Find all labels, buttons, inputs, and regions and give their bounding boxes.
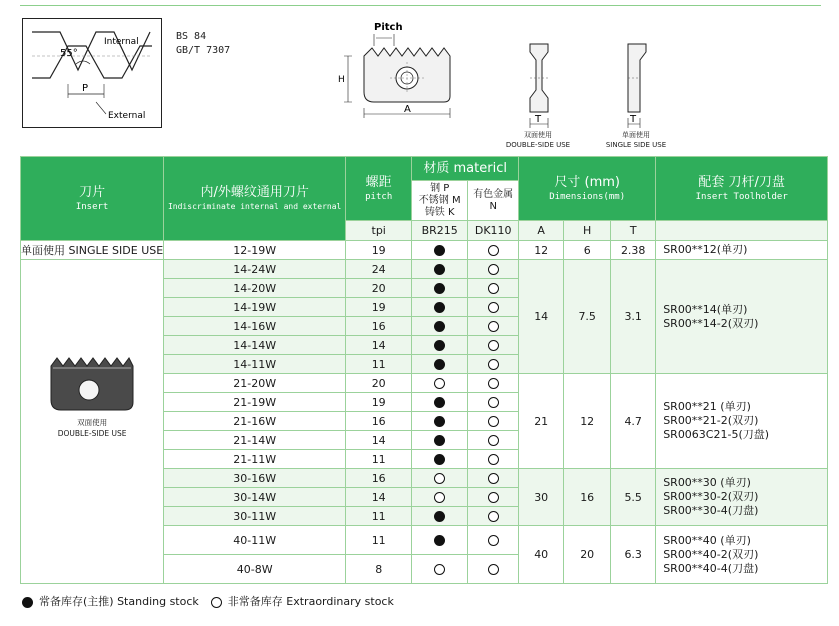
row-tpi: 14 [346, 488, 412, 507]
group-a: 40 [519, 526, 564, 584]
row-tpi: 16 [346, 469, 412, 488]
extraordinary-stock-icon [488, 321, 499, 332]
indisc-header [164, 157, 346, 241]
standing-stock-icon [434, 245, 445, 256]
group-tools [656, 374, 828, 469]
row-dk [468, 336, 519, 355]
standing-stock-icon [434, 359, 445, 370]
standards-list [176, 30, 230, 58]
tool-line: SR00**14(单刃) [663, 302, 748, 316]
thread-profile-diagram [22, 18, 162, 128]
steel-header [412, 181, 468, 221]
single-a: 12 [519, 241, 564, 260]
single-tpi: 19 [346, 241, 412, 260]
tool-subheader [656, 221, 828, 241]
pitch-header [346, 157, 412, 221]
single-side-cn: 单面使用 [622, 131, 650, 139]
insert-header-cn: 刀片 [79, 184, 106, 200]
row-br [412, 431, 468, 450]
group-h: 7.5 [564, 260, 611, 374]
extraordinary-stock-icon [488, 564, 499, 575]
row-br [412, 298, 468, 317]
row-dk [468, 260, 519, 279]
row-br [412, 526, 468, 555]
tool-line: SR00**40 (单刃) [663, 533, 751, 547]
double-side-caption [488, 130, 588, 150]
row-br [412, 488, 468, 507]
row-code: 21-14W [164, 431, 346, 450]
top-rule [20, 5, 821, 6]
row-tpi: 14 [346, 431, 412, 450]
row-dk [468, 412, 519, 431]
row-dk [468, 555, 519, 584]
legend-standing: 常备库存(主推) Standing stock [39, 595, 199, 608]
row-tpi: 14 [346, 336, 412, 355]
standing-stock-icon [434, 454, 445, 465]
extraordinary-stock-icon [488, 454, 499, 465]
row-dk [468, 488, 519, 507]
row-code: 30-16W [164, 469, 346, 488]
group-h: 12 [564, 374, 611, 469]
extraordinary-stock-icon [488, 283, 499, 294]
profile-angle: 55° [60, 48, 78, 59]
row-code: 40-8W [164, 555, 346, 584]
standing-stock-icon [434, 397, 445, 408]
spec-table [20, 156, 828, 584]
extraordinary-stock-icon [488, 492, 499, 503]
tool-line: SR00**30-2(双刃) [663, 490, 759, 503]
insert-header [21, 157, 164, 241]
dim-header-cn: 尺寸 (mm) [554, 174, 620, 190]
row-tpi: 19 [346, 298, 412, 317]
group-a: 21 [519, 374, 564, 469]
standard-gb: GB/T 7307 [176, 45, 231, 56]
double-side-cn: 双面使用 [524, 131, 552, 139]
tpi-header: tpi [346, 221, 412, 241]
extraordinary-stock-icon [488, 340, 499, 351]
pitch-header-en: pitch [365, 191, 393, 202]
extraordinary-stock-icon [434, 492, 445, 503]
extraordinary-stock-icon [434, 473, 445, 484]
row-code: 30-14W [164, 488, 346, 507]
row-br [412, 260, 468, 279]
row-dk [468, 507, 519, 526]
row-code: 14-19W [164, 298, 346, 317]
row-tpi: 24 [346, 260, 412, 279]
group-h: 20 [564, 526, 611, 584]
standard-bs: BS 84 [176, 31, 207, 42]
steel-k: 铸铁 K [424, 206, 455, 218]
standing-stock-icon [434, 435, 445, 446]
tool-header-en: Insert Toolholder [695, 191, 788, 202]
group-t: 4.7 [611, 374, 656, 469]
insert-photo-icon [47, 354, 137, 414]
tool-header [656, 157, 828, 221]
extraordinary-stock-icon [488, 397, 499, 408]
h-label: H [338, 75, 345, 85]
extraordinary-stock-icon [488, 435, 499, 446]
insert-drawing [334, 16, 484, 126]
row-tpi: 20 [346, 374, 412, 393]
row-br [412, 317, 468, 336]
single-dk [468, 241, 519, 260]
row-code: 21-20W [164, 374, 346, 393]
standing-stock-icon [434, 283, 445, 294]
row-br [412, 412, 468, 431]
row-dk [468, 526, 519, 555]
double-side-en-label: DOUBLE-SIDE USE [57, 429, 127, 438]
extraordinary-stock-icon [488, 378, 499, 389]
double-side-en: DOUBLE-SIDE USE [505, 141, 571, 149]
extraordinary-stock-icon [488, 245, 499, 256]
tool-line: SR0063C21-5(刀盘) [663, 428, 770, 441]
a-header: A [519, 221, 564, 241]
group-h: 16 [564, 469, 611, 526]
single-t-label: T [630, 114, 637, 125]
row-code: 14-14W [164, 336, 346, 355]
extraordinary-stock-icon [488, 264, 499, 275]
row-tpi: 11 [346, 450, 412, 469]
pitch-header-cn: 螺距 [365, 174, 392, 190]
row-br [412, 393, 468, 412]
single-code: 12-19W [164, 241, 346, 260]
row-tpi: 11 [346, 355, 412, 374]
single-side-caption [586, 130, 686, 150]
steel-p: 钢 P [430, 182, 450, 194]
row-br [412, 555, 468, 584]
row-code: 14-11W [164, 355, 346, 374]
group-tools [656, 469, 828, 526]
row-dk [468, 317, 519, 336]
tool-line: SR00**30-4(刀盘) [663, 504, 759, 517]
tool-line: SR00**40-2(双刃) [663, 547, 759, 561]
t-header: T [611, 221, 656, 241]
row-code: 40-11W [164, 526, 346, 555]
group-t: 6.3 [611, 526, 656, 584]
extraordinary-stock-icon [434, 378, 445, 389]
row-tpi: 20 [346, 279, 412, 298]
row-dk [468, 450, 519, 469]
row-code: 21-16W [164, 412, 346, 431]
table-row [21, 260, 828, 279]
tool-line: SR00**21-2(双刃) [663, 414, 759, 427]
row-tpi: 11 [346, 507, 412, 526]
dim-header-en: Dimensions(mm) [549, 191, 626, 202]
row-br [412, 469, 468, 488]
row-dk [468, 355, 519, 374]
tool-line: SR00**14-2(双刃) [663, 316, 759, 330]
tool-header-cn: 配套 刀杆/刀盘 [698, 174, 785, 190]
extraordinary-stock-icon [488, 535, 499, 546]
group-t: 3.1 [611, 260, 656, 374]
nonferrous-header [468, 181, 519, 221]
row-br [412, 355, 468, 374]
stock-legend [22, 595, 394, 609]
h-header: H [564, 221, 611, 241]
profile-external: External [108, 111, 146, 121]
row-dk [468, 469, 519, 488]
single-t: 2.38 [611, 241, 656, 260]
single-side-en: SINGLE SIDE USE [605, 141, 667, 149]
extraordinary-stock-icon [488, 359, 499, 370]
indisc-header-cn: 内/外螺纹通用刀片 [200, 184, 309, 200]
row-br [412, 279, 468, 298]
double-side-cn-label: 双面使用 [77, 418, 108, 427]
standing-stock-icon [22, 597, 33, 608]
single-side-label: 单面使用 SINGLE SIDE USE [21, 241, 164, 260]
standing-stock-icon [434, 264, 445, 275]
standing-stock-icon [434, 511, 445, 522]
standing-stock-icon [434, 535, 445, 546]
standing-stock-icon [434, 340, 445, 351]
group-a: 30 [519, 469, 564, 526]
row-br [412, 374, 468, 393]
row-dk [468, 298, 519, 317]
nonferrous-n: N [489, 200, 497, 212]
extraordinary-stock-icon [488, 302, 499, 313]
row-code: 30-11W [164, 507, 346, 526]
extraordinary-stock-icon [434, 564, 445, 575]
row-code: 14-16W [164, 317, 346, 336]
group-tools [656, 526, 828, 584]
table-row-single [21, 241, 828, 260]
standing-stock-icon [434, 416, 445, 427]
row-br [412, 450, 468, 469]
group-t: 5.5 [611, 469, 656, 526]
dk110-header: DK110 [468, 221, 519, 241]
dim-header [519, 157, 656, 221]
row-tpi: 11 [346, 526, 412, 555]
single-tool: SR00**12(单刃) [656, 241, 828, 260]
group-tools [656, 260, 828, 374]
row-code: 14-20W [164, 279, 346, 298]
tool-line: SR00**21 (单刃) [663, 400, 751, 413]
tool-line: SR00**30 (单刃) [663, 476, 751, 489]
extraordinary-stock-icon [488, 511, 499, 522]
legend-extraordinary: 非常备库存 Extraordinary stock [227, 595, 394, 608]
standing-stock-icon [434, 302, 445, 313]
insert-header-en: Insert [75, 201, 109, 212]
extraordinary-stock-icon [211, 597, 222, 608]
tool-line: SR00**40-4(刀盘) [663, 561, 759, 575]
row-br [412, 336, 468, 355]
extraordinary-stock-icon [488, 473, 499, 484]
row-code: 21-19W [164, 393, 346, 412]
indisc-header-en: Indiscriminate internal and external [167, 201, 342, 211]
row-dk [468, 393, 519, 412]
nonferrous-cn: 有色金属 [473, 188, 514, 200]
extraordinary-stock-icon [488, 416, 499, 427]
profile-internal: Internal [104, 37, 139, 47]
standing-stock-icon [434, 321, 445, 332]
row-tpi: 19 [346, 393, 412, 412]
row-tpi: 16 [346, 317, 412, 336]
row-dk [468, 279, 519, 298]
row-code: 14-24W [164, 260, 346, 279]
row-dk [468, 431, 519, 450]
single-br [412, 241, 468, 260]
steel-m: 不锈钢 M [418, 194, 461, 206]
row-tpi: 8 [346, 555, 412, 584]
profile-pitch: P [82, 83, 89, 94]
pitch-label: Pitch [374, 22, 403, 33]
row-code: 21-11W [164, 450, 346, 469]
a-label: A [404, 104, 411, 115]
double-side-cell [21, 260, 164, 584]
double-t-label: T [535, 114, 542, 125]
br215-header: BR215 [412, 221, 468, 241]
material-header: 材质 matericl [412, 157, 519, 181]
row-br [412, 507, 468, 526]
row-dk [468, 374, 519, 393]
row-tpi: 16 [346, 412, 412, 431]
group-a: 14 [519, 260, 564, 374]
single-h: 6 [564, 241, 611, 260]
